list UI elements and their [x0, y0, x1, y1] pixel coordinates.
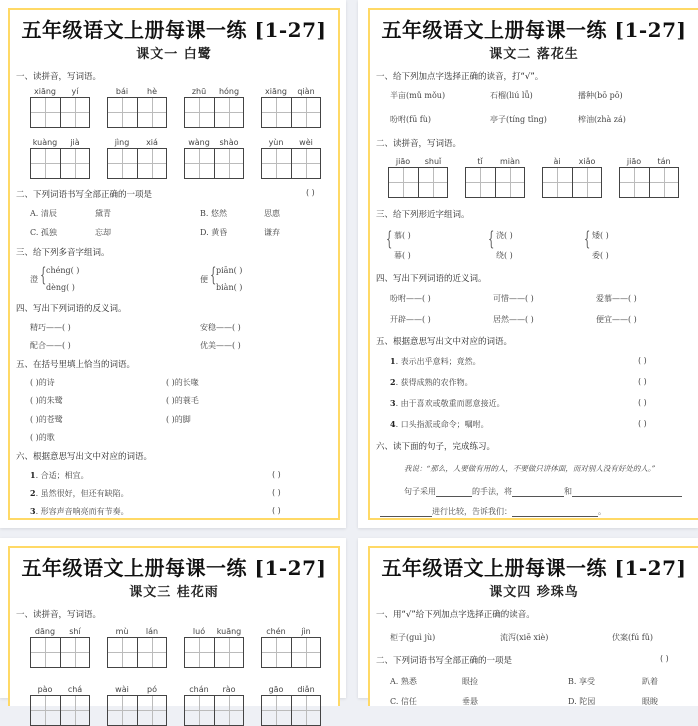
- pinyin: wàng: [188, 138, 210, 147]
- fill-item[interactable]: ( )的诗: [30, 378, 55, 387]
- definition-item: 1. 表示出乎意料；竟然。: [390, 356, 481, 366]
- similar-char-item[interactable]: 绕( ): [496, 251, 513, 260]
- reading[interactable]: piān( ): [216, 266, 243, 275]
- pinyin: jiāo: [395, 157, 411, 166]
- pinyin-grid[interactable]: [30, 137, 90, 179]
- worksheet-sheet: [8, 8, 340, 520]
- definition-item: 1. 合适；相宜。: [30, 470, 89, 480]
- polyphone-char: 便: [200, 275, 208, 284]
- worksheet-sheet: [368, 8, 698, 520]
- pinyin-grid[interactable]: [107, 86, 167, 128]
- option-a[interactable]: A. 清辰: [30, 209, 57, 218]
- question-6-prompt: 六、读下面的句子，完成练习。: [376, 442, 496, 452]
- polyphone-char: 澄: [30, 275, 38, 284]
- question-2-prompt: 二、读拼音，写词语。: [376, 139, 462, 149]
- antonym-item[interactable]: 优美——( ): [200, 341, 241, 350]
- pinyin-grid[interactable]: [107, 626, 167, 668]
- pinyin: jiāo: [626, 157, 642, 166]
- fill-item[interactable]: ( )的朱鹭: [30, 396, 63, 405]
- reading-choice[interactable]: 流泻(xiē xiè): [500, 633, 549, 642]
- pinyin: hóng: [218, 87, 240, 96]
- fill-item[interactable]: ( )的脚: [166, 415, 191, 424]
- worksheet-card-lesson-3[interactable]: [0, 538, 346, 698]
- option-a-word2: 眼捡: [462, 677, 478, 686]
- definition-item: 2. 虽然很好，但还有缺陷。: [30, 488, 129, 498]
- option-b[interactable]: B. 享受: [568, 677, 595, 686]
- reading[interactable]: dèng( ): [46, 283, 75, 292]
- pinyin: tǐ: [477, 157, 483, 166]
- pinyin: zhū: [191, 87, 207, 96]
- fill-item[interactable]: ( )的蓑毛: [166, 396, 199, 405]
- blank-field[interactable]: [512, 508, 598, 517]
- question-1-prompt: 一、读拼音，写词语。: [16, 72, 102, 82]
- pinyin: chén: [266, 627, 286, 636]
- pinyin: jìng: [114, 138, 130, 147]
- pinyin: gāo: [268, 685, 284, 694]
- pinyin-grid[interactable]: [184, 684, 244, 726]
- pinyin-grid[interactable]: [30, 86, 90, 128]
- option-d[interactable]: D. 陀园: [568, 697, 596, 706]
- pinyin: pào: [37, 685, 53, 694]
- pinyin-grid[interactable]: [542, 156, 602, 198]
- pinyin: xiá: [146, 138, 158, 147]
- lesson-title: 课文三 桂花雨: [129, 585, 219, 600]
- brace-icon: {: [584, 226, 591, 250]
- pinyin: tán: [657, 157, 671, 166]
- option-c[interactable]: C. 孤独: [30, 228, 57, 237]
- pinyin: dāng: [34, 627, 56, 636]
- quote-sentence: 我说：“那么，人要做有用的人，不要做只讲体面，而对别人没有好处的人。”: [404, 464, 656, 473]
- pinyin: miàn: [500, 157, 520, 166]
- pinyin-grid[interactable]: [388, 156, 448, 198]
- question-6-prompt: 六、根据意思写出文中对应的词语。: [16, 452, 153, 462]
- option-d-word2: 谦弃: [264, 228, 280, 237]
- antonym-item[interactable]: 安稳——( ): [200, 323, 241, 332]
- pinyin-grid[interactable]: [184, 137, 244, 179]
- reading-choice[interactable]: 播种(bō pō): [578, 91, 623, 100]
- worksheet-sheet: [368, 546, 698, 706]
- blank-field[interactable]: [380, 508, 432, 517]
- option-c-word2: 忘却: [95, 228, 111, 237]
- worksheet-title: 五年级语文上册每课一练 [1-27]: [381, 556, 687, 580]
- option-a-word2: 黛青: [95, 209, 111, 218]
- pinyin-grid[interactable]: [184, 86, 244, 128]
- pinyin: kuàng: [32, 138, 58, 147]
- pinyin: shí: [69, 627, 81, 636]
- pinyin-grid[interactable]: [107, 137, 167, 179]
- synonym-item[interactable]: 便宜——( ): [596, 315, 637, 324]
- pinyin: luó: [192, 627, 206, 636]
- similar-char-item[interactable]: 矮( ): [592, 231, 609, 240]
- pinyin: wài: [115, 685, 129, 694]
- brace-icon: {: [488, 226, 495, 250]
- question-2-prompt: 二、下列词语书写全部正确的一项是: [376, 656, 513, 666]
- pinyin-grid[interactable]: [30, 684, 90, 726]
- lesson-title: 课文二 落花生: [489, 47, 579, 62]
- pinyin: xiāng: [33, 87, 56, 96]
- reading-choice[interactable]: 榨油(zhà zá): [578, 115, 626, 124]
- fill-item[interactable]: ( )的歌: [30, 433, 55, 442]
- answer-paren[interactable]: ( ): [660, 654, 669, 663]
- pinyin: rào: [222, 685, 236, 694]
- reading-choice[interactable]: 柜子(guì jù): [390, 633, 436, 642]
- pinyin: mù: [115, 627, 129, 636]
- question-5-prompt: 五、在括号里填上恰当的词语。: [16, 360, 136, 370]
- definition-item: 3. 由于喜欢或敬重而愿意接近。: [390, 398, 505, 408]
- question-4-prompt: 四、写出下列词语的反义词。: [16, 304, 127, 314]
- pinyin: xiāng: [264, 87, 287, 96]
- pinyin-grid[interactable]: [465, 156, 525, 198]
- option-c-word2: 垂悬: [462, 697, 478, 706]
- pinyin-grid[interactable]: [261, 684, 321, 726]
- pinyin: yí: [71, 87, 79, 96]
- pinyin-grid[interactable]: [261, 137, 321, 179]
- pinyin: lán: [145, 627, 159, 636]
- answer-paren[interactable]: ( ): [272, 470, 281, 479]
- fill-item[interactable]: ( )的长喙: [166, 378, 199, 387]
- synonym-item[interactable]: 可惜——( ): [493, 294, 534, 303]
- answer-paren[interactable]: ( ): [638, 377, 647, 386]
- question-1-prompt: 一、用“√”给下列加点字选择正确的读音。: [376, 610, 535, 620]
- question-5-prompt: 五、根据意思写出文中对应的词语。: [376, 337, 513, 347]
- question-3-prompt: 三、给下列形近字组词。: [376, 210, 470, 220]
- brace-icon: {: [40, 262, 47, 286]
- blank-field[interactable]: [436, 488, 472, 497]
- pinyin: jìn: [301, 627, 311, 636]
- pinyin-grid[interactable]: [184, 626, 244, 668]
- brace-icon: {: [210, 262, 217, 286]
- similar-char-item[interactable]: 浇( ): [496, 231, 513, 240]
- synonym-item[interactable]: 吩咐——( ): [390, 294, 431, 303]
- answer-paren[interactable]: ( ): [638, 356, 647, 365]
- answer-paren[interactable]: ( ): [638, 398, 647, 407]
- pinyin: yùn: [268, 138, 284, 147]
- similar-char-item[interactable]: 幕( ): [394, 251, 411, 260]
- pinyin: chá: [67, 685, 83, 694]
- synonym-item[interactable]: 爱慕——( ): [596, 294, 637, 303]
- pinyin: kuāng: [216, 627, 242, 636]
- worksheet-title: 五年级语文上册每课一练 [1-27]: [21, 18, 327, 42]
- synonym-item[interactable]: 开辟——( ): [390, 315, 431, 324]
- option-a[interactable]: A. 熟悉: [390, 677, 417, 686]
- pinyin-grid[interactable]: [107, 684, 167, 726]
- option-c[interactable]: C. 信任: [390, 697, 417, 706]
- worksheet-title: 五年级语文上册每课一练 [1-27]: [381, 18, 687, 42]
- reading-choice[interactable]: 吩咐(fū fù): [390, 115, 432, 124]
- worksheet-title: 五年级语文上册每课一练 [1-27]: [21, 556, 327, 580]
- worksheet-sheet: [8, 546, 340, 706]
- similar-char-item[interactable]: 慕( ): [394, 231, 411, 240]
- pinyin: bái: [115, 87, 129, 96]
- option-d-word2: 眼睃: [642, 697, 658, 706]
- answer-paren[interactable]: ( ): [638, 419, 647, 428]
- reading-choice[interactable]: 石榴(liú lǚ): [490, 91, 533, 100]
- pinyin: pó: [147, 685, 157, 694]
- worksheet-card-lesson-4[interactable]: [358, 538, 698, 706]
- blank-field[interactable]: [512, 488, 564, 497]
- lesson-title: 课文四 珍珠鸟: [489, 585, 579, 600]
- antonym-item[interactable]: 精巧——( ): [30, 323, 71, 332]
- definition-item: 4. 口头指派或命令；嘱咐。: [390, 419, 489, 429]
- option-b-word2: 趴着: [642, 677, 658, 686]
- synonym-item[interactable]: 居然——( ): [493, 315, 534, 324]
- worksheet-card-lesson-1[interactable]: [0, 0, 346, 528]
- question-3-prompt: 三、给下列多音字组词。: [16, 248, 110, 258]
- brace-icon: {: [386, 226, 393, 250]
- option-d[interactable]: D. 黄昏: [200, 228, 228, 237]
- pinyin: xiǎo: [578, 157, 596, 166]
- pinyin-grid[interactable]: [261, 86, 321, 128]
- answer-paren[interactable]: ( ): [272, 488, 281, 497]
- pinyin: qiàn: [297, 87, 315, 96]
- pinyin: wèi: [299, 138, 313, 147]
- analysis-line-1: 句子采用 的手法，将 和: [404, 486, 682, 497]
- worksheet-card-lesson-2[interactable]: [358, 0, 698, 528]
- pinyin-grid[interactable]: [261, 626, 321, 668]
- pinyin: ài: [553, 157, 561, 166]
- question-4-prompt: 四、写出下列词语的近义词。: [376, 274, 487, 284]
- pinyin: chán: [189, 685, 209, 694]
- analysis-line-2: 进行比较，告诉我们： 。: [380, 506, 606, 517]
- question-1-prompt: 一、读拼音，写词语。: [16, 610, 102, 620]
- pinyin: diǎn: [297, 685, 315, 694]
- option-b[interactable]: B. 悠然: [200, 209, 227, 218]
- reading-choice[interactable]: 半亩(mǔ mǒu): [390, 91, 446, 100]
- antonym-item[interactable]: 配合——( ): [30, 341, 71, 350]
- pinyin-grid[interactable]: [30, 626, 90, 668]
- reading-choice[interactable]: 亭子(tíng tǐng): [490, 115, 547, 124]
- option-b-word2: 思惠: [264, 209, 280, 218]
- blank-field[interactable]: [572, 488, 682, 497]
- question-1-prompt: 一、给下列加点字选择正确的读音，打“√”。: [376, 72, 544, 82]
- pinyin: shuǐ: [424, 157, 442, 166]
- reading[interactable]: biàn( ): [216, 283, 243, 292]
- answer-paren[interactable]: ( ): [306, 188, 315, 197]
- question-2-prompt: 二、下列词语书写全部正确的一项是: [16, 190, 153, 200]
- reading[interactable]: chéng( ): [46, 266, 80, 275]
- fill-item[interactable]: ( )的苍鹭: [30, 415, 63, 424]
- pinyin: shào: [219, 138, 239, 147]
- lesson-title: 课文一 白鹭: [136, 47, 212, 62]
- similar-char-item[interactable]: 委( ): [592, 251, 609, 260]
- definition-item: 2. 获得成熟的农作物。: [390, 377, 473, 387]
- answer-paren[interactable]: ( ): [272, 506, 281, 515]
- pinyin-grid[interactable]: [619, 156, 679, 198]
- pinyin: hè: [147, 87, 157, 96]
- reading-choice[interactable]: 伏案(fú fǔ): [612, 633, 654, 642]
- definition-item: 3. 形容声音响亮而有节奏。: [30, 506, 129, 516]
- pinyin: jià: [70, 138, 80, 147]
